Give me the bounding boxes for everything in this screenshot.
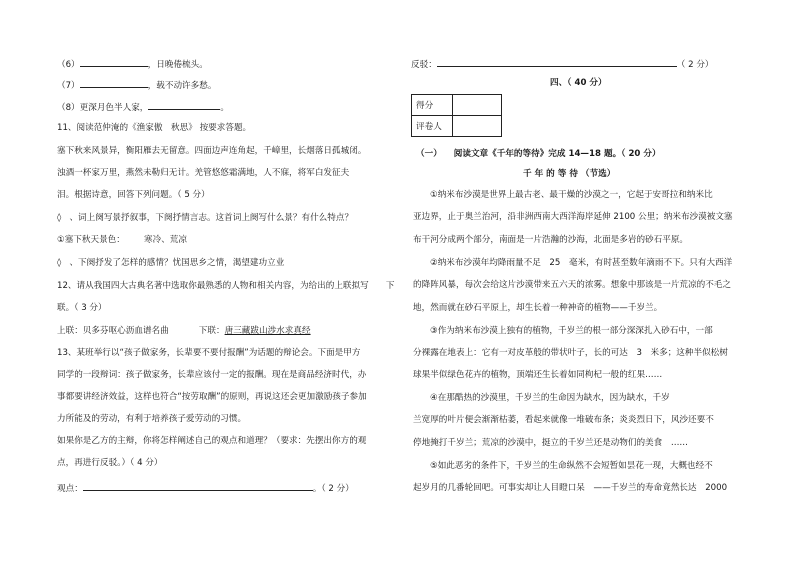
answer-blank-6 [80,56,148,67]
question-11a: ◊ 、词上阕写景抒叙事，下阕抒情言志。这首词上阕写什么景？有什么特点？ [57,213,354,223]
viewpoint-blank [83,480,313,491]
question-13-line-5: 如果你是乙方的主辩，你将怎样阐述自己的观点和道理？（要求：先摆出你方的观 [57,436,367,446]
paragraph-1-line-2: 亚边界，止于奥兰治河，沿非洲西南大西洋海岸延伸 2100 公里；纳米布沙漠被文塞 [413,212,733,222]
paragraph-3-line-2: 分裸露在地表上：它有一对皮革般的带状叶子，长的可达 3 米多；这种半似松树 [413,348,728,358]
section-title: 四、（ 40 分） [550,78,607,88]
rebuttal-blank [437,56,677,67]
question-12-line-2: 联。（ 3 分） [57,303,107,313]
question-12-line-1: 12、请从我国四大古典名著中选取你最熟悉的人物和相关内容，为给出的上联拟写 下 [57,281,395,291]
score-label: 得分 [412,95,453,116]
grader-cell [453,116,502,137]
viewpoint-line: 观点： 。（ 2 分） [57,480,354,495]
question-13-line-3: 事都要讲经济效益，这样也符合“按劳取酬”的原则，再说这还会更加激励孩子参加 [57,392,367,402]
paragraph-3-line-1: ③作为纳米布沙漠上独有的植物，千岁兰的根一部分深深扎入砂石中，一部 [430,326,713,336]
question-6: （6） ，日晚倦梳头。 [57,56,208,71]
paragraph-5-line-2: 起岁月的几番轮回吧。可事实却让人目瞪口呆 ——千岁兰的寿命竟然长达 2000 [413,483,728,493]
question-7: （7） ，载不动许多愁。 [57,77,216,92]
article-title: 千 年 的 等 待 （节选） [523,169,616,179]
rebuttal-line: 反驳： （ 2 分） [411,56,714,71]
poem-line-3: 泪。根据诗意，回答下列问题。（ 5 分） [57,190,210,200]
paragraph-4-line-2: 兰宽厚的叶片便会渐渐枯萎，看起来就像一堆破布条；炎炎烈日下，风沙还要不 [413,415,714,425]
paragraph-4-line-3: 停地掩打千岁兰；荒凉的沙漠中，挺立的千岁兰还是动物们的美食 …… [413,438,689,448]
paragraph-4-line-1: ④在那酷热的沙漠里，千岁兰的生命因为缺水，因为缺水，千岁 [430,393,670,403]
score-cell [453,95,502,116]
paragraph-2-line-3: 地，然而就在砂石平原上，却生长着一种神奇的植物——千岁兰。 [413,303,663,313]
question-13-line-6: 点，再进行反驳。）（ 4 分） [57,458,163,468]
question-11a-answer: ①塞下秋天景色： 寒冷、荒凉 [57,235,187,245]
paragraph-1-line-1: ①纳米布沙漠是世界上最古老、最干燥的沙漠之一，它起于安哥拉和纳米比 [430,190,713,200]
answer-blank-8 [148,99,220,110]
score-table [411,94,502,137]
question-11b: ◊ 、下阕抒发了怎样的感情？忧国思乡之情，渴望建功立业 [57,258,285,268]
question-13-line-2: 同学的一段辩词：孩子做家务，长辈应该付一定的报酬。现在是商品经济时代，办 [57,370,367,380]
paragraph-2-line-2: 的降阵风暴，每次会给这片沙漠带来五六天的浓雾。想象中那该是一片荒凉的不毛之 [413,280,731,290]
question-13-line-4: 力所能及的劳动，有利于培养孩子爱劳动的习惯。 [57,414,247,424]
poem-line-2: 浊酒一杯家万里，燕然未勒归无计。羌管悠悠霜满地，人不寐，将军白发征夫 [57,168,350,178]
paragraph-5-line-1: ⑤如此恶劣的条件下，千岁兰的生命纵然不会短暂如昙花一现，大概也经不 [430,461,713,471]
poem-line-1: 塞下秋来风景异，衡阳雁去无留意。四面边声连角起，千嶂里，长烟落日孤城闭。 [57,146,367,156]
question-11-heading: 11、阅读范仲淹的《渔家傲 秋思》 按要求答题。 [57,123,252,133]
couplet-lower-answer: 唐三藏跋山涉水求真经 [224,326,311,336]
paragraph-2-line-1: ②纳米布沙漠年均降雨量不足 25 毫米，有时甚至数年滴雨不下。只有大西洋 [430,258,733,268]
question-8: （8）更深月色半人家， 。 [57,99,229,114]
answer-blank-7 [80,77,148,88]
question-13-line-1: 13、某班举行以“孩子做家务，长辈要不要付报酬”为话题的辩论会。下面是甲方 [57,348,361,358]
couplet: 上联：贝多芬呕心沥血谱名曲 下联：唐三藏跋山涉水求真经 [57,326,311,336]
paragraph-3-line-3: 球果半似绿色花卉的植物，顶端还生长着如同枸杞一般的红果…… [413,370,663,380]
paragraph-1-line-3: 布干河分成两个部分，南面是一片浩瀚的沙海，北面是多岩的砂石平原。 [413,235,689,245]
part-1-heading: （一） 阅读文章《千年的等待》完成 14—18 题。（ 20 分） [416,149,661,159]
grader-label: 评卷人 [412,116,453,137]
